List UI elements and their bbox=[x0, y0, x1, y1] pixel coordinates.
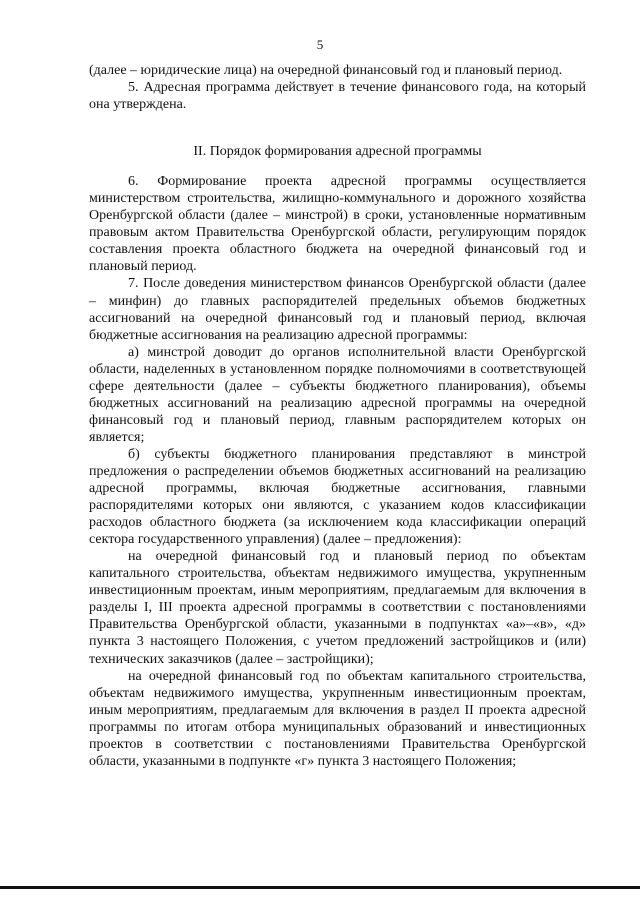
page-number: 5 bbox=[316, 37, 324, 52]
paragraph-continuation: (далее – юридические лица) на очередной финансовый год и плановый период. bbox=[89, 63, 563, 78]
paragraph-item-5: 5. Адресная программа действует в течение финансового года, на который она утверждена. bbox=[89, 80, 586, 113]
paragraph-item-7: 7. После доведения министерством финансов Оренбургской области (далее – минфин) до главных распорядителей предельных объемов бюджетных ассигнований на очередной финансовый год и плановый период, включая бюджетные ассигнования на реализацию адресной программы: bbox=[89, 276, 586, 343]
document-body bbox=[89, 62, 586, 770]
paragraph-subitem-a: а) минстрой доводит до органов исполнительной власти Оренбургской области, наделенных в установленном порядке полномочиями в соответствующей сфере деятельности (далее – субъекты бюджетного планирования), объемы бюджетных ассигнований на реализацию адресной программы на очередной финансовый год и плановый период, главным распорядителем которых он является; bbox=[89, 344, 586, 445]
paragraph-planning-period: на очередной финансовый год и плановый период по объектам капитального строительства, объектам недвижимого имущества, укрупненным инвестиционным проектам, иным мероприятиям, предлагаемым для включения в разделы I, III проекта адресной программы в соответствии с постановлениями Правительства Оренбургской области, указанными в подпунктах «а»–«в», «д» пункта 3 настоящего Положения, с учетом предложений застройщиков и (или) технических заказчиков (далее – застройщики); bbox=[89, 549, 586, 667]
paragraph-item-6: 6. Формирование проекта адресной программы осуществляется министерством строительства, жилищно-коммунального и дорожного хозяйства Оренбургской области (далее – минстрой) в сроки, установленные нормативным правовым актом Правительства Оренбургской области, регулирующим порядок составления проекта областного бюджета на очередной финансовый год и плановый период. bbox=[89, 174, 586, 275]
section-heading: II. Порядок формирования адресной программы bbox=[193, 144, 482, 160]
paragraph-financial-year: на очередной финансовый год по объектам капитального строительства, объектам недвижимого имущества, укрупненным инвестиционным проектам, иным мероприятиям, предлагаемым для включения в раздел II проекта адресной программы по итогам отбора муниципальных образований и инвестиционных проектов в соответствии с постановлениями Правительства Оренбургской области, указанными в подпункте «г» пункта 3 настоящего Положения; bbox=[89, 668, 586, 769]
paragraph-subitem-b: б) субъекты бюджетного планирования представляют в минстрой предложения о распределении объемов бюджетных ассигнований на реализацию адресной программы, включая бюджетные ассигнования, главными распорядителями которых они являются, с указанием кодов классификации расходов областного бюджета (за исключением кода классификации операций сектора государственного управления) (далее – предложения): bbox=[89, 446, 586, 548]
bottom-rule bbox=[0, 886, 640, 889]
